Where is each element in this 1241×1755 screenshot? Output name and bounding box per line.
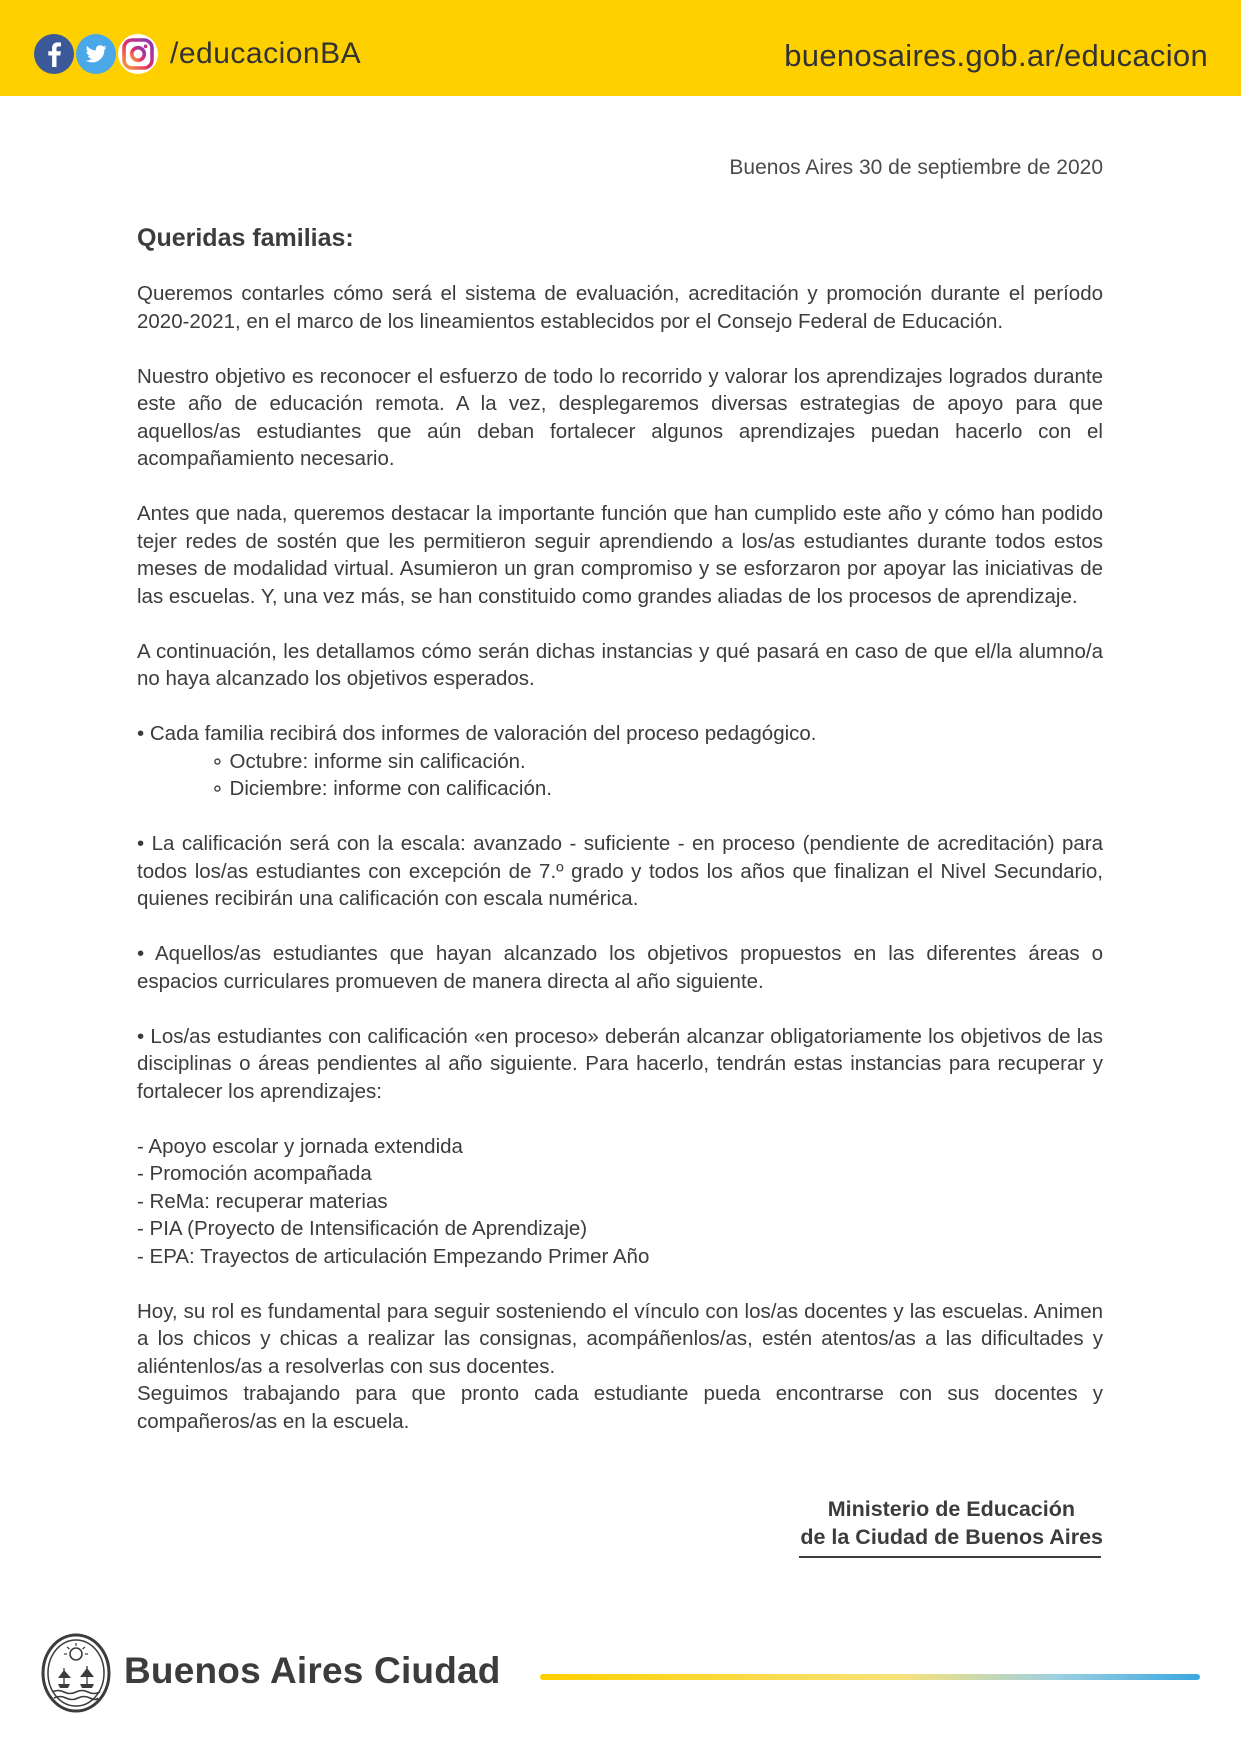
paragraph-continuation: A continuación, les detallamos cómo serán dichas instancias y qué pasará en caso de que el/la alumno/a no haya alcanzado los objetivos esperados. — [137, 639, 1103, 690]
bullet-promotion: • Aquellos/as estudiantes que hayan alcanzado los objetivos propuestos en las diferentes áreas o espacios curriculares promueven de manera directa al año siguiente. — [137, 942, 1103, 993]
bullet-grading-scale: • La calificación será con la escala: avanzado - suficiente - en proceso (pendiente de acreditación) para todos los/as estudiantes con excepción de 7.º grado y todos los años que finalizan el Nivel Secundario, quienes recibirán una calificación con escala numérica. — [137, 832, 1103, 910]
twitter-icon[interactable] — [76, 34, 116, 74]
footer-brand: Buenos Aires Ciudad — [124, 1650, 501, 1691]
signature-underline — [799, 1556, 1101, 1558]
bullet-in-process: • Los/as estudiantes con calificación «en proceso» deberán alcanzar obligatoriamente los objetivos de las disciplinas o áreas pendientes al año siguiente. Para hacerlo, tendrán estas instancias para recuperar y fortalecer los aprendizajes: — [137, 1024, 1103, 1103]
list-item: - Apoyo escolar y jornada extendida — [137, 1134, 463, 1158]
paragraph-closing-work: Seguimos trabajando para que pronto cada estudiante pueda encontrarse con sus docentes y compañeros/as en la escuela. — [137, 1382, 1103, 1433]
list-item: - EPA: Trayectos de articulación Empezando Primer Año — [137, 1244, 650, 1268]
city-seal-logo — [40, 1632, 112, 1714]
instagram-icon[interactable] — [118, 34, 158, 74]
sub-bullet-october: ∘ Octubre: informe sin calificación. — [211, 749, 526, 773]
letter-greeting: Queridas familias: — [137, 224, 354, 252]
header-bar — [0, 0, 1241, 96]
paragraph-closing-role: Hoy, su rol es fundamental para seguir sosteniendo el vínculo con los/as docentes y las escuelas. Animen a los chicos y chicas a realizar las consignas, acompáñenlos/as, estén atentos/as a las dificultades y aliéntenlos/as a resolverlas con sus docentes. — [137, 1299, 1103, 1378]
footer-gradient-bar — [540, 1674, 1200, 1680]
letter-body — [137, 280, 1103, 1463]
website-link[interactable]: buenosaires.gob.ar/educacion — [784, 38, 1208, 73]
instances-list — [137, 1133, 1103, 1271]
signature-block — [800, 1495, 1103, 1551]
signature-line-2: de la Ciudad de Buenos Aires — [800, 1525, 1103, 1549]
facebook-icon[interactable] — [34, 34, 74, 74]
list-item: - PIA (Proyecto de Intensificación de Aprendizaje) — [137, 1217, 588, 1240]
letter-date: Buenos Aires 30 de septiembre de 2020 — [729, 156, 1103, 179]
paragraph-objective: Nuestro objetivo es reconocer el esfuerzo de todo lo recorrido y valorar los aprendizajes logrados durante este año de educación remota. A la vez, desplegaremos diversas estrategias de apoyo para que aquellos/as estudiantes que aún deban fortalecer algunos aprendizajes puedan hacerlo con el acompañamiento necesario. — [137, 364, 1103, 470]
paragraph-families: Antes que nada, queremos destacar la importante función que han cumplido este año y cómo han podido tejer redes de sostén que les permitieron seguir aprendiendo a los/as estudiantes durante todos estos meses de modalidad virtual. Asumieron un gran compromiso y se esforzaron por apoyar las iniciativas de las escuelas. Y, una vez más, se han constituido como grandes aliadas de los procesos de aprendizaje. — [137, 502, 1103, 608]
social-handle[interactable]: /educacionBA — [170, 37, 362, 70]
list-item: - ReMa: recuperar materias — [137, 1189, 388, 1213]
paragraph-intro: Queremos contarles cómo será el sistema de evaluación, acreditación y promoción durante el período 2020-2021, en el marco de los lineamientos establecidos por el Consejo Federal de Educación. — [137, 282, 1103, 333]
bullet-reports: • Cada familia recibirá dos informes de valoración del proceso pedagógico. — [137, 722, 817, 745]
list-item: - Promoción acompañada — [137, 1162, 372, 1185]
sub-bullet-december: ∘ Diciembre: informe con calificación. — [211, 777, 552, 800]
social-links — [34, 34, 361, 74]
signature-line-1: Ministerio de Educación — [827, 1497, 1075, 1521]
